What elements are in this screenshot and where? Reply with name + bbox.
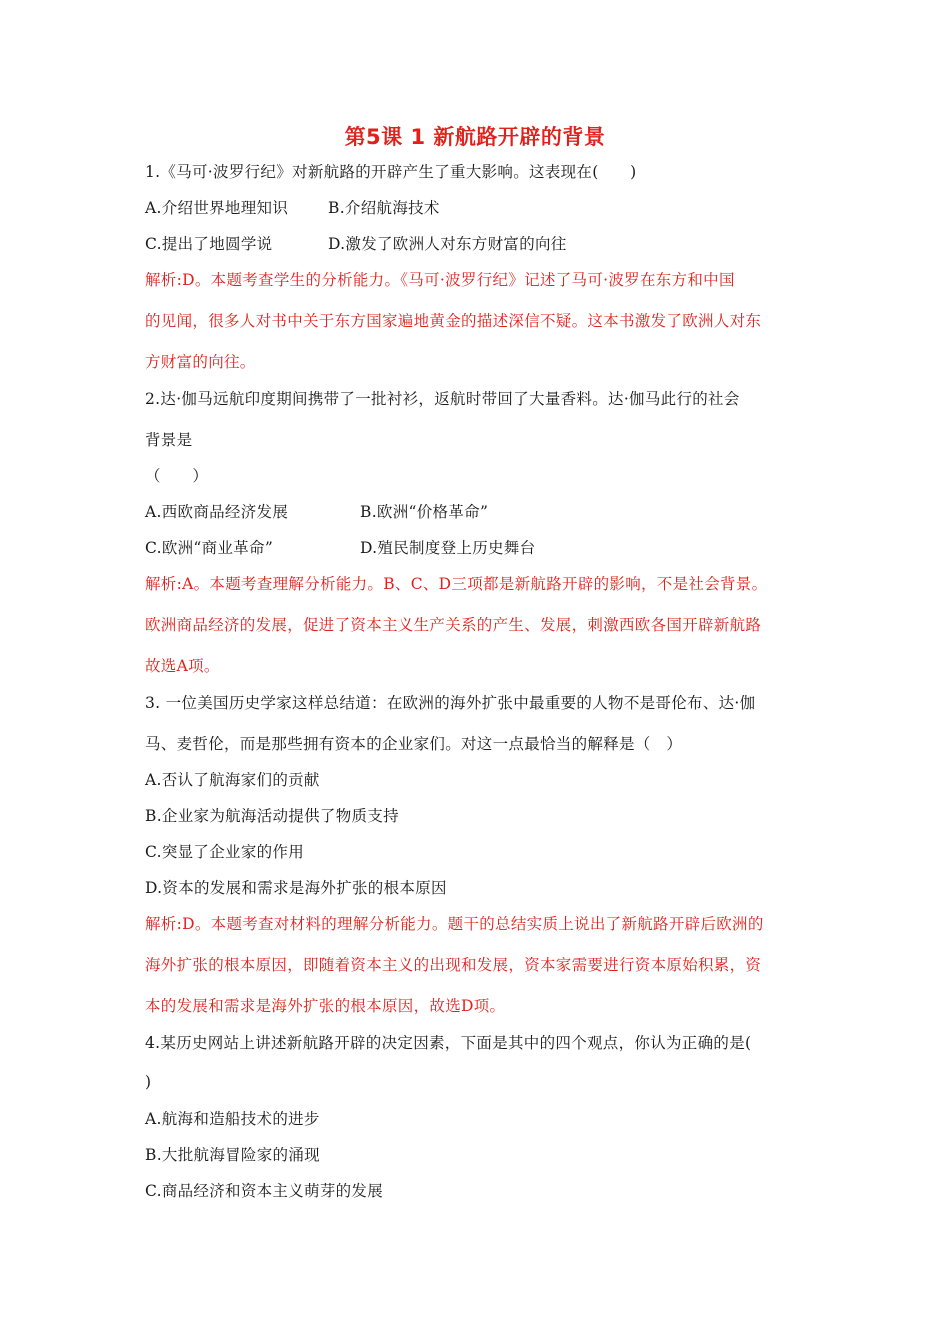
question-1-analysis-line-2: 的见闻，很多人对书中关于东方国家遍地黄金的描述深信不疑。这本书激发了欧洲人对东	[145, 312, 762, 330]
question-2-analysis-line-1: 解析:A。本题考查理解分析能力。B、C、D三项都是新航路开辟的影响，不是社会背景。	[145, 575, 768, 593]
question-3-stem-line-1: 3. 一位美国历史学家这样总结道：在欧洲的海外扩张中最重要的人物不是哥伦布、达·伽	[145, 694, 756, 712]
question-2-option-a: A.西欧商品经济发展	[145, 503, 289, 521]
question-4-option-b: B.大批航海冒险家的涌现	[145, 1146, 320, 1164]
question-3-analysis-line-2: 海外扩张的根本原因，即随着资本主义的出现和发展，资本家需要进行资本原始积累，资	[145, 956, 762, 974]
question-1-option-b: B.介绍航海技术	[328, 199, 440, 217]
question-2-stem-line-1: 2.达·伽马远航印度期间携带了一批衬衫，返航时带回了大量香料。达·伽马此行的社会	[145, 390, 740, 408]
question-1-options-row-2	[145, 233, 810, 255]
question-2-stem-line-2: 背景是	[145, 431, 193, 449]
question-2-options-row-1	[145, 501, 810, 523]
question-1-option-c: C.提出了地圆学说	[145, 235, 273, 253]
question-1-option-d: D.激发了欧洲人对东方财富的向往	[328, 235, 567, 253]
question-2-option-d: D.殖民制度登上历史舞台	[360, 539, 536, 557]
question-1-stem: 1.《马可·波罗行纪》对新航路的开辟产生了重大影响。这表现在( )	[145, 163, 637, 181]
question-2-option-c: C.欧洲“商业革命”	[145, 539, 274, 557]
question-4-option-c: C.商品经济和资本主义萌芽的发展	[145, 1182, 384, 1200]
question-3-analysis-line-1: 解析:D。本题考查对材料的理解分析能力。题干的总结实质上说出了新航路开辟后欧洲的	[145, 915, 764, 933]
question-4-option-a: A.航海和造船技术的进步	[145, 1110, 320, 1128]
page-title: 第5课 1 新航路开辟的背景	[344, 125, 606, 149]
question-1-options-row-1	[145, 197, 810, 219]
question-3-option-b: B.企业家为航海活动提供了物质支持	[145, 807, 399, 825]
question-2-analysis-line-3: 故选A项。	[145, 657, 220, 675]
question-3-option-a: A.否认了航海家们的贡献	[145, 771, 320, 789]
question-3-analysis-line-3: 本的发展和需求是海外扩张的根本原因，故选D项。	[145, 997, 506, 1015]
question-1-analysis-line-1: 解析:D。本题考查学生的分析能力。《马可·波罗行纪》记述了马可·波罗在东方和中国	[145, 271, 735, 289]
question-3-option-d: D.资本的发展和需求是海外扩张的根本原因	[145, 879, 447, 897]
question-1-analysis-line-3: 方财富的向往。	[145, 353, 256, 371]
question-2-options-row-2	[145, 537, 810, 559]
question-2-analysis-line-2: 欧洲商品经济的发展，促进了资本主义生产关系的产生、发展，刺激西欧各国开辟新航路	[145, 616, 762, 634]
question-4-stem-line-2: )	[145, 1073, 152, 1091]
question-3-option-c: C.突显了企业家的作用	[145, 843, 305, 861]
question-2-option-b: B.欧洲“价格革命”	[360, 503, 489, 521]
question-2-answer-blank: （ ）	[145, 467, 209, 485]
question-3-stem-line-2: 马、麦哲伦，而是那些拥有资本的企业家们。对这一点最恰当的解释是（ ）	[145, 735, 683, 753]
question-4-stem-line-1: 4.某历史网站上讲述新航路开辟的决定因素，下面是其中的四个观点，你认为正确的是(	[145, 1034, 752, 1052]
question-1-option-a: A.介绍世界地理知识	[145, 199, 289, 217]
